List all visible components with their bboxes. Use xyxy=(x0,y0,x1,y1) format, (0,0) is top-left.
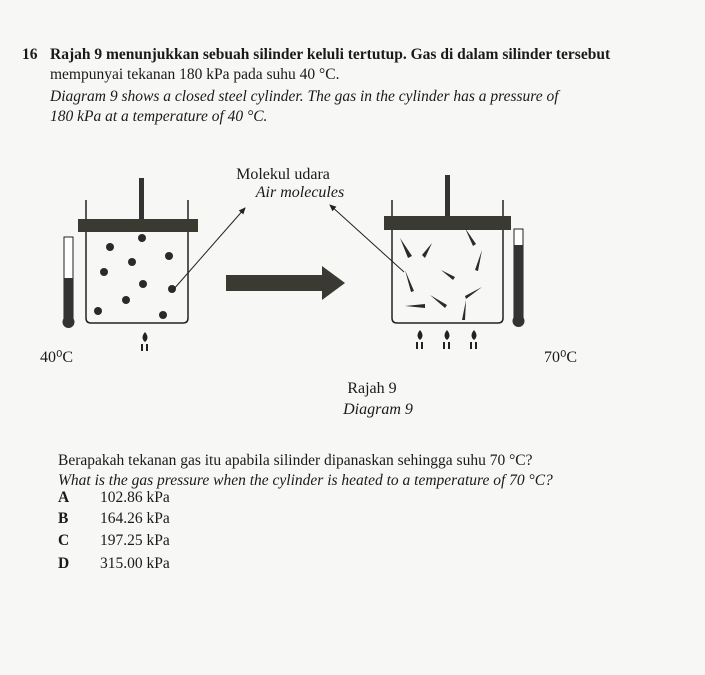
question-malay-line1: Rajah 9 menunjukkan sebuah silinder keluli tertutup. Gas di dalam silinder tersebut xyxy=(50,46,611,63)
option-letter: B xyxy=(58,510,69,527)
question-english-line2: 180 kPa at a temperature of 40 °C. xyxy=(50,108,268,125)
label-malay: Molekul udara xyxy=(236,166,330,183)
option-value: 197.25 kPa xyxy=(100,532,170,549)
option-letter: C xyxy=(58,532,70,549)
flame-right-icons xyxy=(416,330,477,349)
option-value: 315.00 kPa xyxy=(100,555,170,572)
option-letter: D xyxy=(58,555,70,572)
option-letter: A xyxy=(58,489,70,506)
option-value: 102.86 kPa xyxy=(100,489,170,506)
caption-malay: Rajah 9 xyxy=(347,380,397,397)
caption-english: Diagram 9 xyxy=(343,401,413,418)
temp-right: 70⁰C xyxy=(544,349,578,366)
thermometer-right-icon xyxy=(513,229,525,327)
question-number: 16 xyxy=(22,46,38,63)
flame-left-icon xyxy=(141,332,148,351)
question-ask-english: What is the gas pressure when the cylinder is heated to a temperature of 70 °C? xyxy=(58,472,553,489)
label-english: Air molecules xyxy=(255,184,345,201)
question-malay-line2: mempunyai tekanan 180 kPa pada suhu 40 °C. xyxy=(50,66,340,83)
option-value: 164.26 kPa xyxy=(100,510,170,527)
right-arrow-icon xyxy=(226,266,345,300)
question-ask-malay: Berapakah tekanan gas itu apabila silinder dipanaskan sehingga suhu 70 °C? xyxy=(58,452,533,469)
left-cylinder xyxy=(40,178,245,366)
temp-left: 40⁰C xyxy=(40,349,74,366)
question-english-line1: Diagram 9 shows a closed steel cylinder. The gas in the cylinder has a pressure of xyxy=(50,88,559,105)
thermometer-left-icon xyxy=(63,237,75,328)
right-cylinder xyxy=(330,175,577,366)
